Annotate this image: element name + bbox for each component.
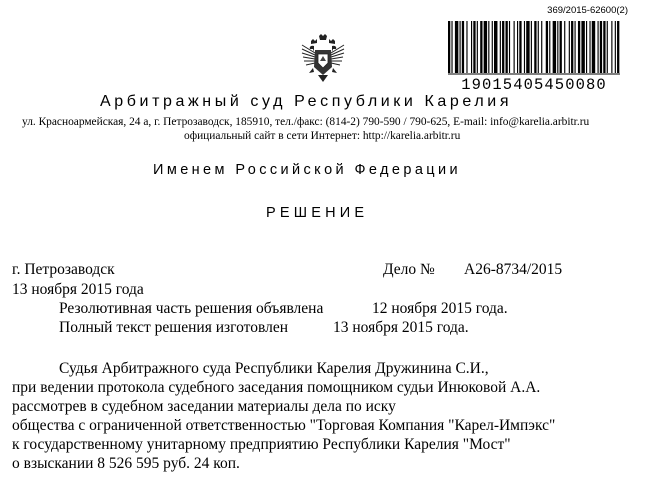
barcode-bar (494, 21, 497, 73)
barcode-bar (488, 21, 489, 73)
barcode-bar (607, 21, 608, 73)
barcode-bar (553, 21, 556, 73)
barcode-bar (578, 21, 580, 73)
barcode-bar (615, 21, 616, 73)
barcode-bar (506, 21, 508, 73)
barcode-bar (517, 21, 518, 73)
barcode-bar (541, 21, 542, 73)
barcode-bar (557, 21, 558, 73)
barcode-bar (509, 21, 510, 73)
case-number: А26-8734/2015 (464, 261, 563, 278)
barcode-bar (560, 21, 562, 73)
barcode-bar (611, 21, 612, 73)
barcode-bar (589, 21, 590, 73)
barcode-digits: 19015405450080 (461, 76, 607, 93)
barcode-bar (448, 21, 450, 73)
barcode-bar (500, 21, 501, 73)
barcode-bar (586, 21, 587, 73)
operative-part-label: Резолютивная часть решения объявлена (59, 300, 324, 317)
barcode-bar (617, 21, 619, 73)
barcode-bar (538, 21, 539, 73)
barcode-bar (471, 21, 472, 73)
full-text-date: 13 ноября 2015 года. (333, 319, 469, 336)
barcode-bar (492, 21, 493, 73)
barcode-bar (598, 21, 599, 73)
document-number: 369/2015-62600(2) (547, 5, 628, 16)
barcode-bar (451, 21, 452, 73)
city: г. Петрозаводск (12, 261, 115, 278)
court-website: официальный сайт в сети Интернет: http://karelia.arbitr.ru (184, 130, 461, 142)
decision-title: РЕШЕНИЕ (266, 205, 369, 221)
body-line: Судья Арбитражного суда Республики Карелия Дружинина С.И., (59, 360, 489, 377)
body-line: рассмотрев в судебном заседании материалы дела по иску (12, 398, 396, 415)
body-line: общества с ограниченной ответственностью "Торговая Компания "Карел-Импэкс" (12, 417, 556, 434)
russian-coat-of-arms-icon (300, 33, 346, 83)
barcode-bar (519, 21, 521, 73)
barcode-bar (546, 21, 548, 73)
barcode-bar (460, 21, 461, 73)
barcode (448, 21, 620, 93)
barcode-bar (484, 21, 487, 73)
barcode-bar (477, 21, 478, 73)
barcode-bar (564, 21, 565, 73)
barcode-bar (592, 21, 595, 73)
barcode-bar (462, 21, 464, 73)
barcode-bar (480, 21, 482, 73)
barcode-bar (571, 21, 573, 73)
operative-part-date: 12 ноября 2015 года. (372, 300, 508, 317)
cut-off-line (12, 476, 16, 484)
case-label: Дело № (383, 261, 435, 278)
barcode-bar (473, 21, 475, 73)
barcode-bar (603, 21, 605, 73)
barcode-bar (600, 21, 602, 73)
body-line: о взыскании 8 526 595 руб. 24 коп. (12, 455, 240, 472)
barcode-bar (455, 21, 458, 73)
barcode-bar (514, 21, 515, 73)
court-name: Арбитражный суд Республики Карелия (100, 93, 513, 110)
barcode-bar (549, 21, 550, 73)
barcode-bar (526, 21, 529, 73)
decision-date: 13 ноября 2015 года (12, 281, 144, 298)
full-text-label: Полный текст решения изготовлен (59, 319, 288, 336)
barcode-bar (534, 21, 536, 73)
body-line: к государственному унитарному предприятию Республики Карелия "Мост" (12, 436, 511, 453)
barcode-bar (569, 21, 570, 73)
barcode-bar (581, 21, 584, 73)
barcode-bar (466, 21, 467, 73)
court-address: ул. Красноармейская, 24 а, г. Петрозаводск, 185910, тел./факс: (814-2) 790-590 / 790-625, E-mail: info@karelia.arbitr.ru (22, 116, 590, 128)
barcode-bar (575, 21, 576, 73)
barcode-bar (524, 21, 525, 73)
body-line: при ведении протокола судебного заседания помощником судьи Инюковой А.А. (12, 379, 541, 396)
barcode-bar (531, 21, 532, 73)
barcode-bar (502, 21, 504, 73)
in-the-name-heading: Именем Российской Федерации (153, 162, 461, 178)
